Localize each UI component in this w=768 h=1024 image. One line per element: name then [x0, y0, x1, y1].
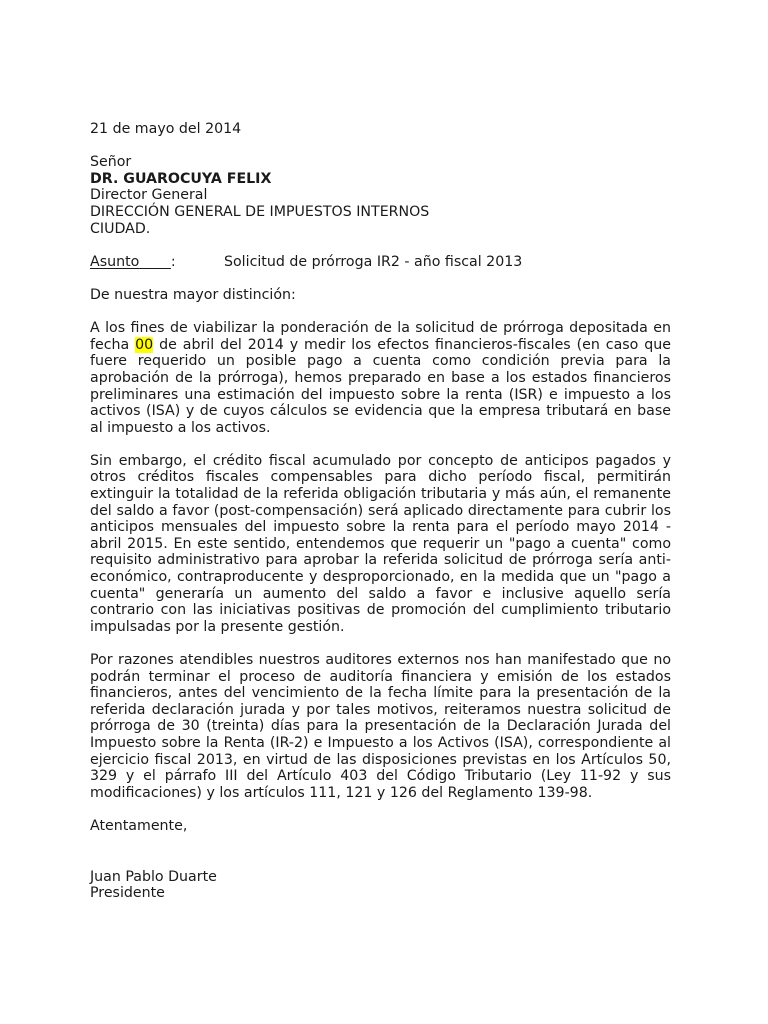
signer-name: Juan Pablo Duarte	[90, 868, 217, 885]
closing: Atentamente,	[90, 817, 188, 834]
spacer	[90, 304, 671, 321]
paragraph-2: Sin embargo, el crédito fiscal acumulado por concepto de anticipos pagados y otros créditos fiscales compensables para dicho período fiscal, permitirán extinguir la totalidad de la referida obligación tributaria y más aún, el remanente del saldo a favor (post-compensación) será aplicado directamente para cubrir los anticipos mensuales del impuesto sobre la renta para el período mayo 2014 - abril 2015. En este sentido, entendemos que requerir un "pago a cuenta" como requisito administrativo para aprobar la referida solicitud de prórroga sería anti-económico, contraproducente y desproporcionado, en la medida que un "pago a cuenta" generaría un aumento del saldo a favor e inclusive aquello sería contrario con las iniciativas positivas de promoción del cumplimiento tributario impulsadas por la presente gestión.	[90, 452, 671, 635]
paragraph-3: Por razones atendibles nuestros auditores externos nos han manifestado que no podrán terminar el proceso de auditoría financiera y emisión de los estados financieros, antes del vencimiento de la fecha límite para la presentación de la referida declaración jurada y por tales motivos, reiteramos nuestra solicitud de prórroga de 30 (treinta) días para la presentación de la Declaración Jurada del Impuesto sobre la Renta (IR-2) e Impuesto a los Activos (ISA), correspondiente al ejercicio fiscal 2013, en virtud de las disposiciones previstas en los Artículos 50, 329 y el párrafo III del Artículo 403 del Código Tributario (Ley 11-92 y sus modificaciones) y los artículos 111, 121 y 126 del Reglamento 139-98.	[90, 652, 671, 801]
salutation-title: Señor	[90, 154, 132, 171]
subject-colon: :	[170, 253, 176, 270]
highlighted-day: 00	[135, 336, 154, 353]
subject-label-wrap	[90, 254, 224, 271]
subject-text: Solicitud de prórroga IR2 - año fiscal 2013	[224, 253, 523, 270]
paragraph-1	[90, 320, 671, 436]
recipient-name: DR. GUAROCUYA FELIX	[90, 170, 272, 187]
spacer	[90, 237, 671, 254]
signature-space	[90, 835, 671, 869]
letter-page	[90, 121, 671, 902]
subject-label-text: Asunto	[90, 253, 140, 270]
spacer	[90, 635, 671, 652]
recipient-organization: DIRECCIÓN GENERAL DE IMPUESTOS INTERNOS	[90, 203, 430, 220]
spacer	[90, 270, 671, 287]
signer-title: Presidente	[90, 885, 165, 902]
spacer	[90, 138, 671, 155]
spacer	[90, 801, 671, 818]
subject-label-pad	[139, 254, 171, 270]
paragraph-1-start: A los fines de viabilizar la ponderación de la solicitud de prórroga depositada en fecha	[90, 320, 671, 353]
paragraph-1-end: de abril del 2014 y medir los efectos financieros-fiscales (en caso que fuere requerido un posible pago a cuenta como condición previa para la aprobación de la prórroga), hemos preparado en base a los estados financieros preliminares una estimación del impuesto sobre la renta (ISR) e impuesto a los activos (ISA) y de cuyos cálculos se evidencia que la empresa tributará en base al impuesto a los activos.	[90, 336, 671, 436]
recipient-city: CIUDAD.	[90, 220, 151, 237]
greeting: De nuestra mayor distinción:	[90, 286, 296, 303]
subject-label	[90, 254, 171, 270]
recipient-position: Director General	[90, 187, 208, 204]
subject-line	[90, 254, 671, 271]
letter-date: 21 de mayo del 2014	[90, 121, 242, 137]
spacer	[90, 436, 671, 453]
